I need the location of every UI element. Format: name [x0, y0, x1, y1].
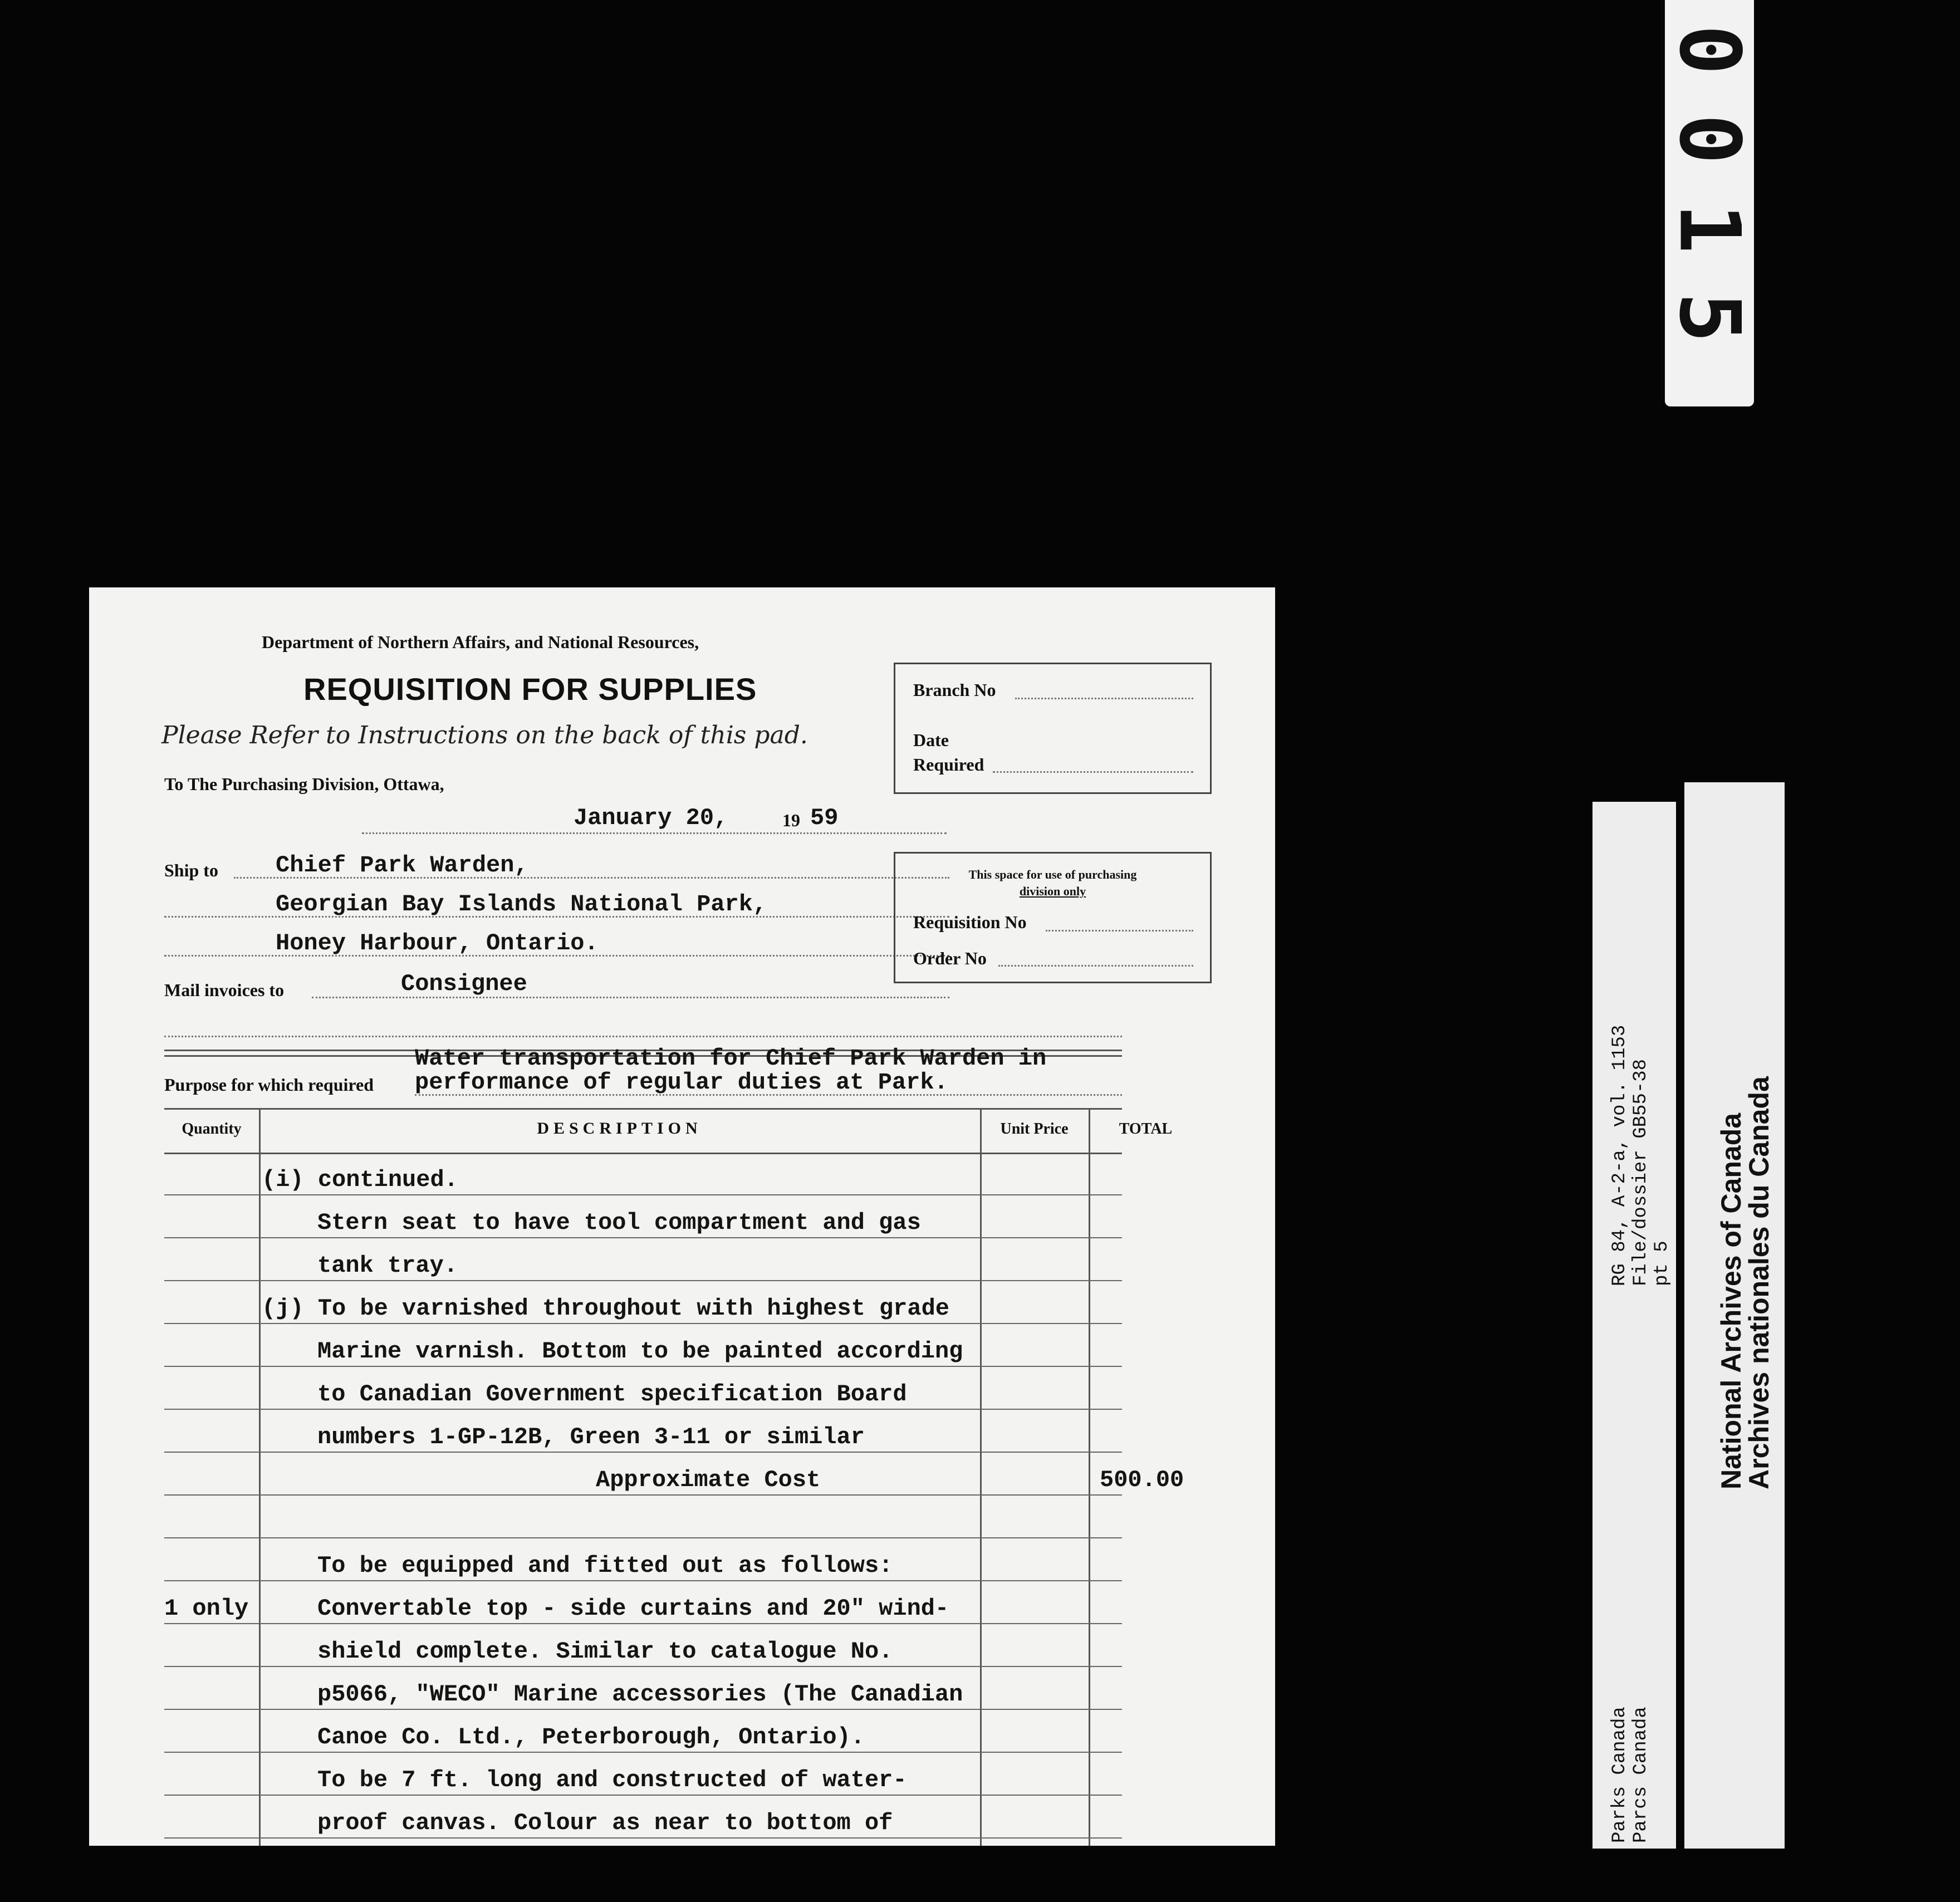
purchasing-note-1: This space for use of purchasing	[968, 867, 1137, 881]
row-rule	[164, 1494, 1122, 1496]
mail-invoices-dotted	[312, 997, 949, 998]
form-title: REQUISITION FOR SUPPLIES	[303, 671, 757, 707]
row-rule	[164, 1666, 1122, 1667]
purpose-line-2: performance of regular duties at Park.	[415, 1069, 948, 1096]
row-rule	[164, 1795, 1122, 1796]
row-description: to Canadian Government specification Board	[317, 1381, 907, 1408]
requisition-no-label: Requisition No	[913, 912, 1027, 932]
order-no-dotted	[998, 965, 1193, 967]
purpose-line-1: Water transportation for Chief Park Warden in	[415, 1045, 1047, 1072]
row-description: To be equipped and fitted out as follows:	[317, 1552, 893, 1579]
row-rule	[164, 1537, 1122, 1538]
row-description: Canoe Co. Ltd., Peterborough, Ontario).	[317, 1724, 865, 1751]
row-description: Approximate Cost	[596, 1467, 821, 1493]
col-divider-desc	[980, 1108, 982, 1846]
ship-to-line-2: Georgian Bay Islands National Park,	[276, 891, 767, 918]
row-description: proof canvas. Colour as near to bottom of	[317, 1810, 893, 1836]
mail-invoices-value: Consignee	[401, 970, 527, 997]
archives-name-fr: Archives nationales du Canada	[1743, 1076, 1775, 1489]
ship-to-dotted-1	[234, 877, 949, 879]
table-top-rule	[164, 1108, 1122, 1110]
requisition-no-dotted	[1046, 930, 1193, 932]
col-divider-qty	[259, 1108, 261, 1846]
agency-fr: Parcs Canada	[1630, 1707, 1652, 1843]
date-required-label-2: Required	[913, 754, 984, 774]
row-rule	[164, 1409, 1122, 1410]
year-value: 59	[810, 805, 839, 831]
row-rule	[164, 1623, 1122, 1624]
row-description: p5066, "WECO" Marine accessories (The Canadian	[317, 1681, 963, 1708]
branch-box	[894, 663, 1212, 794]
date-required-label-1: Date	[913, 730, 949, 750]
row-description: Stern seat to have tool compartment and gas	[317, 1209, 921, 1236]
ship-to-dotted-3	[164, 955, 949, 957]
purchasing-box	[894, 852, 1212, 983]
row-rule	[164, 1837, 1122, 1839]
date-required-dotted	[993, 771, 1193, 773]
ref-line-3: pt 5	[1652, 1241, 1673, 1286]
col-divider-price	[1089, 1108, 1090, 1846]
purpose-dotted	[415, 1094, 1122, 1096]
ship-to-line-3: Honey Harbour, Ontario.	[276, 930, 599, 957]
row-description: numbers 1-GP-12B, Green 3-11 or similar	[317, 1424, 865, 1450]
row-total: 500.00	[1100, 1467, 1184, 1493]
agency-en: Parks Canada	[1609, 1707, 1630, 1843]
archives-label-card	[1684, 782, 1785, 1849]
row-description: Convertable top - side curtains and 20" wind-	[317, 1595, 949, 1622]
row-rule	[164, 1237, 1122, 1238]
instructions-line: Please Refer to Instructions on the back of this pad.	[161, 721, 808, 749]
date-dotted-line	[362, 832, 947, 834]
purpose-label: Purpose for which required	[164, 1075, 374, 1095]
row-description: (i) continued.	[262, 1166, 458, 1193]
row-rule	[164, 1709, 1122, 1710]
ship-to-line-1: Chief Park Warden,	[276, 852, 528, 879]
archives-name-en: National Archives of Canada	[1716, 1112, 1747, 1489]
items-table	[164, 1108, 1184, 1846]
row-rule	[164, 1452, 1122, 1453]
ref-line-2: File/dossier GB55-38	[1630, 1058, 1652, 1286]
row-description: shield complete. Similar to catalogue No.	[317, 1638, 893, 1665]
row-description: (j) To be varnished throughout with highest grade	[262, 1295, 950, 1322]
header-description: DESCRIPTION	[537, 1119, 702, 1138]
row-description: tank tray.	[317, 1252, 458, 1279]
ship-to-label: Ship to	[164, 860, 218, 880]
row-quantity: 1 only	[164, 1595, 249, 1622]
header-total: TOTAL	[1119, 1120, 1173, 1138]
row-description: To be 7 ft. long and constructed of water-	[317, 1767, 907, 1793]
header-unit-price: Unit Price	[1000, 1120, 1069, 1138]
ref-line-1: RG 84, A-2-a, vol. 1153	[1609, 1024, 1630, 1286]
order-no-label: Order No	[913, 948, 987, 968]
row-rule	[164, 1323, 1122, 1324]
table-header-rule	[164, 1153, 1122, 1154]
year-prefix: 19	[782, 810, 800, 830]
row-rule	[164, 1280, 1122, 1281]
row-rule	[164, 1366, 1122, 1367]
date-value: January 20,	[574, 805, 728, 831]
row-rule	[164, 1752, 1122, 1753]
branch-no-label: Branch No	[913, 680, 996, 700]
purchasing-note-2: division only	[1019, 884, 1086, 898]
branch-no-dotted	[1015, 698, 1193, 699]
row-description: Marine varnish. Bottom to be painted according	[317, 1338, 963, 1365]
reference-label-card	[1592, 802, 1676, 1849]
row-rule	[164, 1194, 1122, 1195]
department-line: Department of Northern Affairs, and National Resources,	[262, 632, 699, 652]
ship-to-dotted-2	[164, 916, 949, 918]
row-rule	[164, 1580, 1122, 1581]
requisition-form	[89, 587, 1275, 1846]
frame-number-text: 0015	[1661, 24, 1758, 382]
blank-dotted-line	[164, 1036, 1122, 1037]
header-quantity: Quantity	[182, 1120, 242, 1138]
to-line: To The Purchasing Division, Ottawa,	[164, 774, 444, 794]
frame-number	[1661, 11, 1758, 395]
mail-invoices-label: Mail invoices to	[164, 980, 285, 1000]
